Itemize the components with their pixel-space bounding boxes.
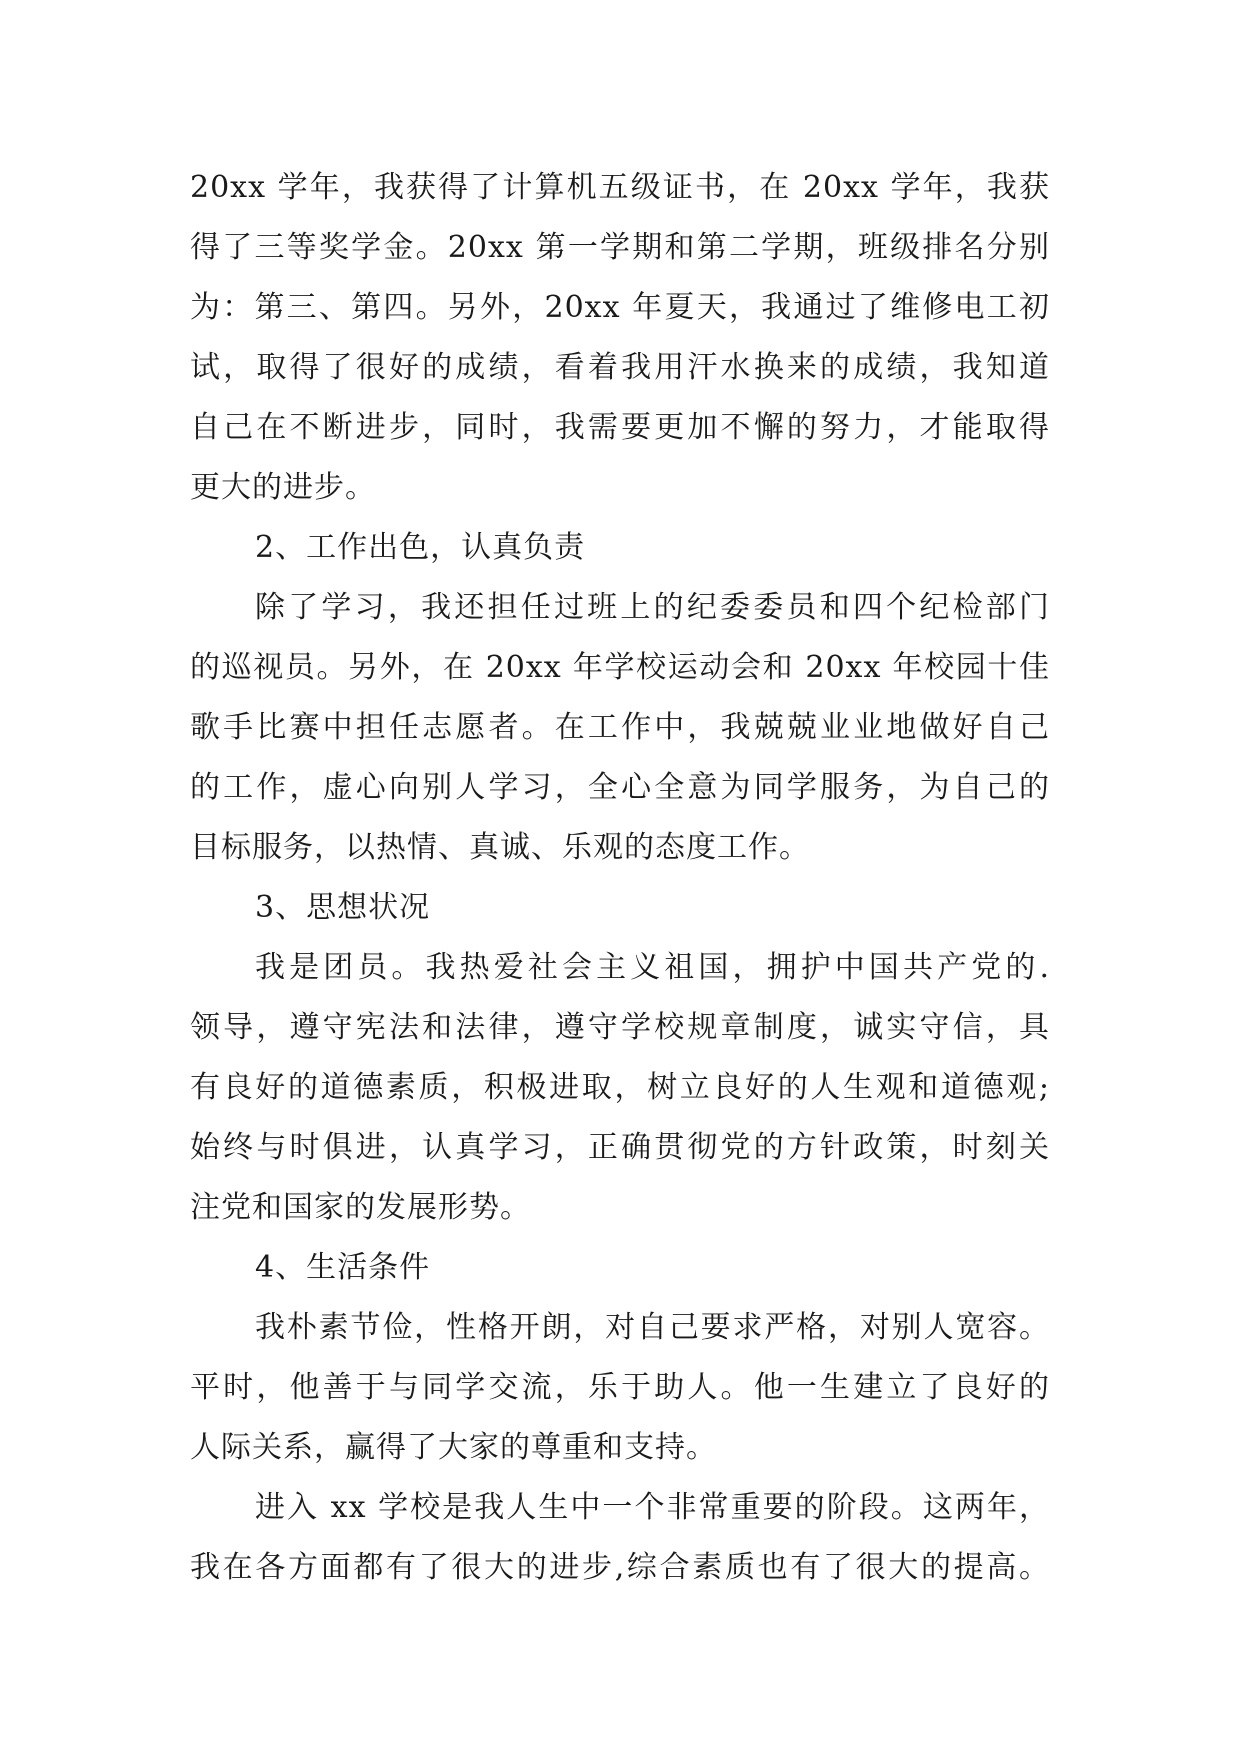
text-line-9: 的巡视员。另外，在 20xx 年学校运动会和 20xx 年校园十佳 [190,650,1050,685]
text-line-18: 注党和国家的发展形势。 [190,1190,531,1225]
text-line-22: 人际关系，赢得了大家的尊重和支持。 [190,1430,717,1465]
section-heading-work: 2、工作出色，认真负责 [255,530,586,565]
text-line-8: 除了学习，我还担任过班上的纪委委员和四个纪检部门 [255,590,1050,625]
text-line-24: 我在各方面都有了很大的进步,综合素质也有了很大的提高。 [190,1550,1050,1585]
text-line-4: 试，取得了很好的成绩，看着我用汗水换来的成绩，我知道 [190,350,1050,385]
text-line-17: 始终与时俱进，认真学习，正确贯彻党的方针政策，时刻关 [190,1130,1050,1165]
text-line-16: 有良好的道德素质，积极进取，树立良好的人生观和道德观; [190,1070,1050,1105]
text-line-3: 为：第三、第四。另外，20xx 年夏天，我通过了维修电工初 [190,290,1050,325]
text-line-14: 我是团员。我热爱社会主义祖国，拥护中国共产党的. [255,950,1050,985]
text-line-1: 20xx 学年，我获得了计算机五级证书，在 20xx 学年，我获 [190,170,1050,205]
text-line-5: 自己在不断进步，同时，我需要更加不懈的努力，才能取得 [190,410,1050,445]
section-heading-thought: 3、思想状况 [255,890,431,925]
text-line-23: 进入 xx 学校是我人生中一个非常重要的阶段。这两年， [255,1490,1050,1525]
text-line-20: 我朴素节俭，性格开朗，对自己要求严格，对别人宽容。 [255,1310,1050,1345]
text-line-2: 得了三等奖学金。20xx 第一学期和第二学期，班级排名分别 [190,230,1050,265]
document-page [190,158,1050,1598]
text-line-10: 歌手比赛中担任志愿者。在工作中，我兢兢业业地做好自己 [190,710,1050,745]
text-line-12: 目标服务，以热情、真诚、乐观的态度工作。 [190,830,810,865]
section-heading-life: 4、生活条件 [255,1250,431,1285]
text-line-21: 平时，他善于与同学交流，乐于助人。他一生建立了良好的 [190,1370,1050,1405]
text-line-6: 更大的进步。 [190,470,376,505]
text-line-11: 的工作，虚心向别人学习，全心全意为同学服务，为自己的 [190,770,1050,805]
text-line-15: 领导，遵守宪法和法律，遵守学校规章制度，诚实守信，具 [190,1010,1050,1045]
